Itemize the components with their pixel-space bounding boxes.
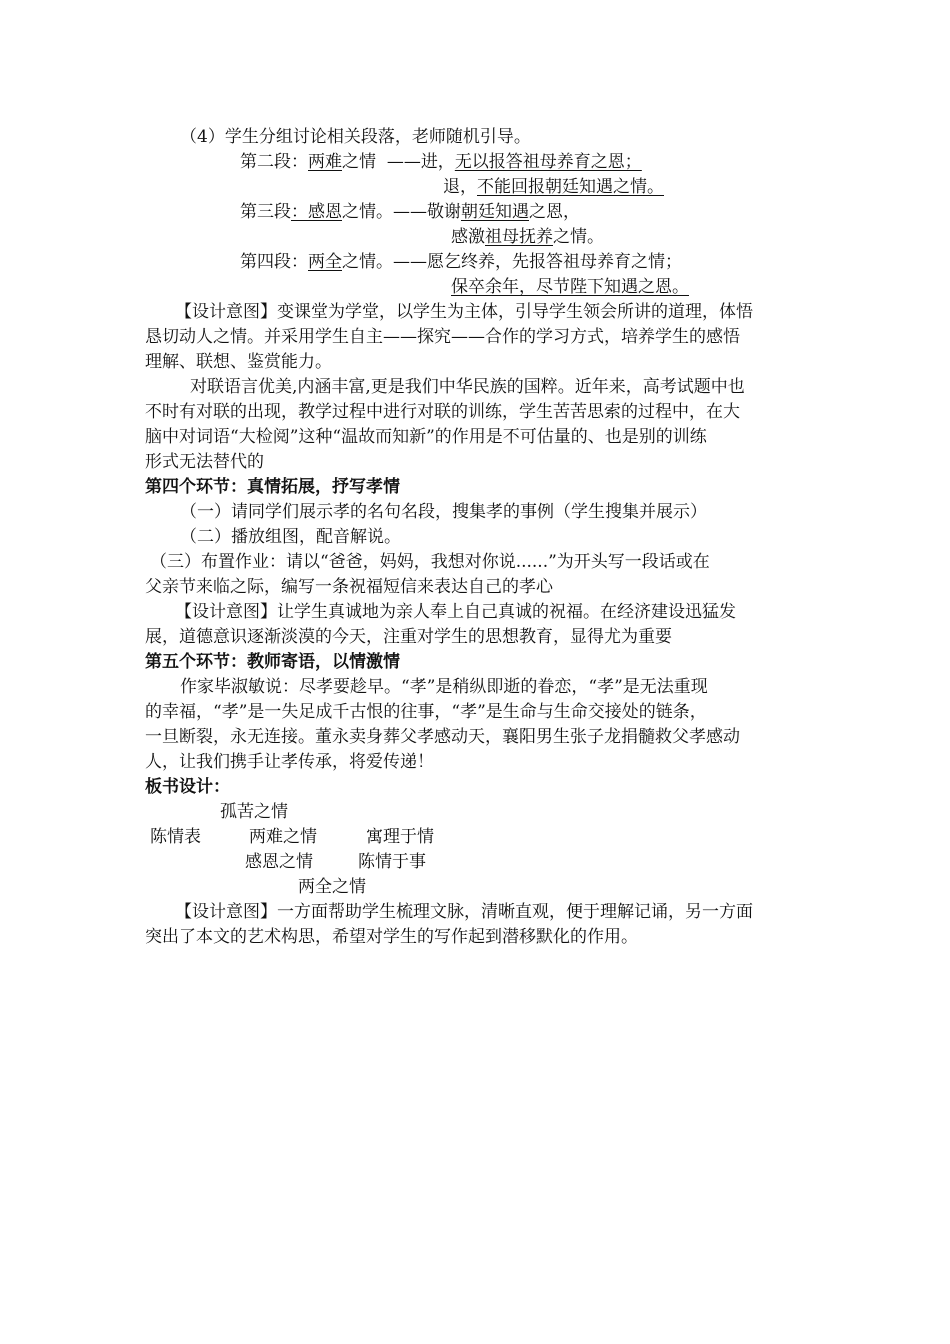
para2-dash: ——进， (386, 152, 455, 172)
para3-line2 (451, 226, 604, 248)
board-emotion-1: 孤苦之情 (220, 802, 288, 822)
para4-title: 两全 (308, 252, 342, 272)
para3-grateful-suffix: 之情。 (553, 227, 604, 247)
board-emotion-2: 两难之情 (249, 827, 317, 847)
couplet-line4: 形式无法替代的 (145, 452, 264, 472)
intent2-line2: 展，道德意识逐渐淡漠的今天，注重对学生的思想教育，显得尤为重要 (145, 627, 672, 647)
para2-retreat-prefix: 退， (443, 177, 477, 197)
section5-heading: 第五个环节：教师寄语，以情激情 (145, 652, 400, 672)
step4-intro: （4）学生分组讨论相关段落，老师随机引导。 (180, 127, 531, 147)
section4-item1: （一）请同学们展示孝的名句名段，搜集孝的事例（学生搜集并展示） (180, 502, 707, 522)
section5-line3: 一旦断裂，永无连接。董永卖身葬父孝感动天，襄阳男生张子龙捐髓救父孝感动 (145, 727, 740, 747)
section4-heading: 第四个环节：真情拓展，抒写孝情 (145, 477, 400, 497)
board-heading: 板书设计： (145, 777, 230, 797)
intent3-line1: 【设计意图】一方面帮助学生梳理文脉，清晰直观，便于理解记诵，另一方面 (175, 902, 753, 922)
para2-advance: 无以报答祖母养育之恩； (454, 152, 642, 172)
para2-label: 第二段： (240, 152, 308, 172)
para3-thank-suffix: 之恩， (529, 202, 580, 222)
board-method-1: 寓理于情 (366, 827, 434, 847)
para3-grateful-object: 祖母抚养 (485, 227, 553, 247)
section4-item2: （二）播放组图，配音解说。 (180, 527, 401, 547)
couplet-line3: 脑中对词语“大检阅”这种“温故而知新”的作用是不可估量的、也是别的训练 (145, 427, 707, 447)
board-method-2: 陈情于事 (358, 852, 426, 872)
para3-title-suffix: 之情。——敬谢 (342, 202, 461, 222)
section4-item3-cont: 父亲节来临之际，编写一条祝福短信来表达自己的孝心 (145, 577, 553, 597)
intent1-line3: 理解、联想、鉴赏能力。 (145, 352, 332, 372)
para3-title: ：感恩 (291, 202, 342, 222)
para2-retreat: 不能回报朝廷知遇之情。 (477, 177, 664, 197)
para3-grateful-prefix: 感激 (451, 227, 485, 247)
intent3-line2: 突出了本文的艺术构思，希望对学生的写作起到潜移默化的作用。 (145, 927, 638, 947)
para4-label: 第四段： (240, 252, 308, 272)
para4-line2 (451, 276, 689, 298)
para4-tail: 保卒余年，尽节陛下知遇之恩。 (451, 277, 689, 297)
para3-thank-object: 朝廷知遇 (461, 202, 529, 222)
para2-title-suffix: 之情 (342, 152, 376, 172)
board-emotion-4: 两全之情 (298, 877, 366, 897)
section5-line1: 作家毕淑敏说：尽孝要趁早。“孝”是稍纵即逝的眷恋，“孝”是无法重现 (180, 677, 708, 697)
section5-line4: 人，让我们携手让孝传承，将爱传递！ (145, 752, 434, 772)
para3-line1 (240, 201, 580, 223)
para4-line1 (240, 251, 682, 273)
para2-line2 (443, 176, 664, 198)
board-root: 陈情表 (150, 827, 201, 847)
intent1-line2: 恳切动人之情。并采用学生自主——探究——合作的学习方式，培养学生的感悟 (145, 327, 740, 347)
para3-label: 第三段 (240, 202, 291, 222)
para2-title: 两难 (308, 152, 342, 172)
section5-line2: 的幸福，“孝”是一失足成千古恨的往事，“孝”是生命与生命交接处的链条， (145, 702, 707, 722)
couplet-line2: 不时有对联的出现，教学过程中进行对联的训练，学生苦苦思索的过程中，在大 (145, 402, 740, 422)
intent1-line1: 【设计意图】变课堂为学堂，以学生为主体，引导学生领会所讲的道理，体悟 (175, 302, 753, 322)
para2-line1 (240, 151, 642, 173)
couplet-line1: 对联语言优美,内涵丰富,更是我们中华民族的国粹。近年来，高考试题中也 (190, 377, 745, 397)
section4-item3: （三）布置作业：请以“爸爸，妈妈，我想对你说......”为开头写一段话或在 (150, 552, 710, 572)
para4-title-suffix: 之情。——愿乞终养，先报答祖母养育之情； (342, 252, 682, 272)
board-emotion-3: 感恩之情 (245, 852, 313, 872)
intent2-line1: 【设计意图】让学生真诚地为亲人奉上自己真诚的祝福。在经济建设迅猛发 (175, 602, 736, 622)
